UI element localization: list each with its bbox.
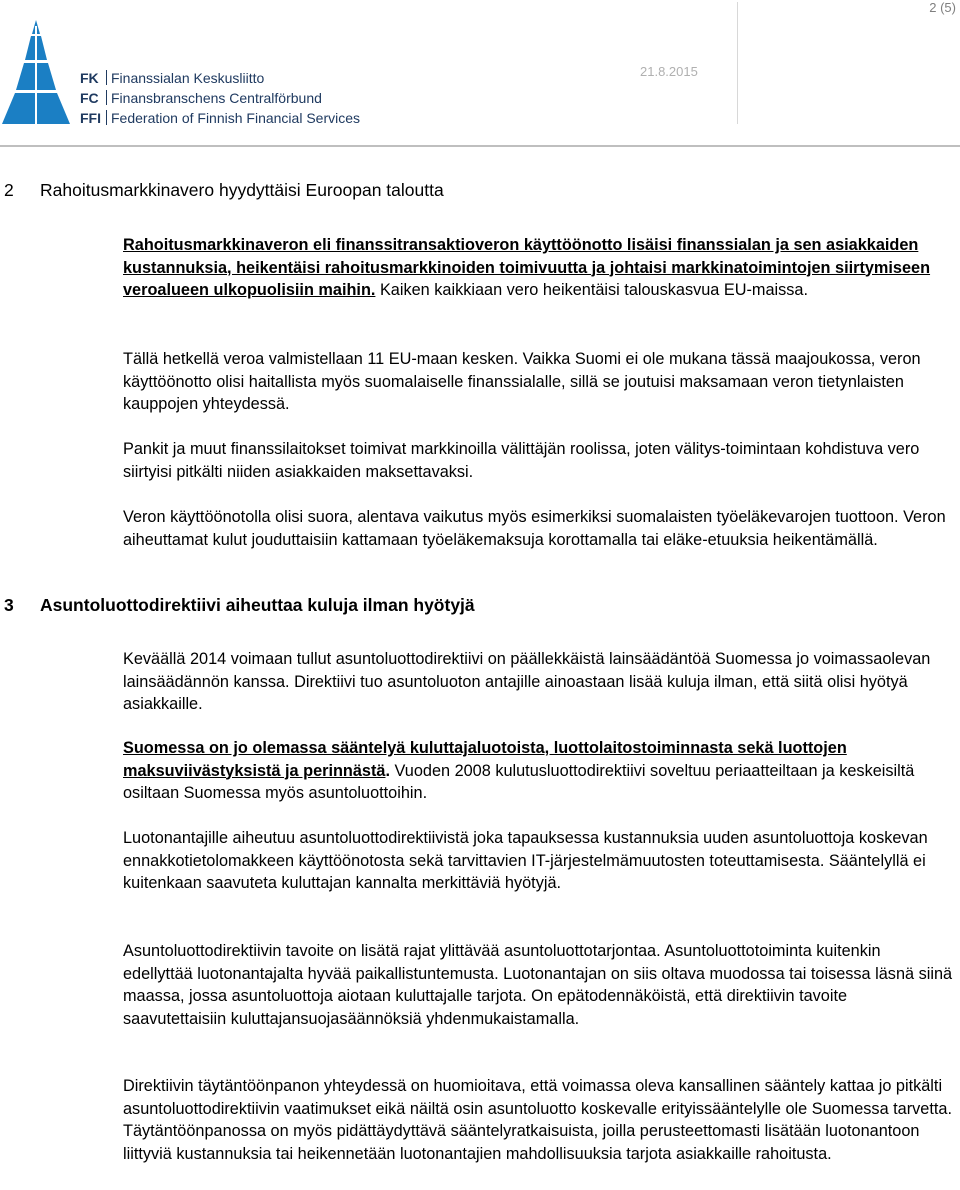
header-rule <box>0 145 960 147</box>
paragraph: Veron käyttöönotolla olisi suora, alentava vaikutus myös esimerkiksi suomalaisten työeläkevarojen tuottoon. Veron aiheuttamat kulut jouduttaisiin kattamaan työeläkemaksuja korottamalla tai eläke-etuuksia heikentämällä. <box>123 508 946 549</box>
section-number: 3 <box>4 595 14 615</box>
paragraph: Keväällä 2014 voimaan tullut asuntoluottodirektiivi on päällekkäistä lainsäädäntöä Suomessa jo voimassaolevan lainsäädännön kanssa. Direktiivi tuo asuntoluoton antajille ainoastaan lisää kuluja ilman, että siitä olisi hyötyä asiakkaille. <box>123 650 931 713</box>
underlined-statement: Rahoitusmarkkinaveron eli finanssitransaktioveron käyttöönotto lisäisi finanssialan ja sen asiakkaiden kustannuksia, heikentäisi rahoitusmarkkinoiden toimivuutta ja johtaisi markkinatoimintojen siirtymiseen veroalueen ulkopuolisiin maihin. <box>123 236 931 299</box>
org-name-ffi: FFI Federation of Finnish Financial Services <box>80 110 361 126</box>
org-name-fk: FK Finanssialan Keskusliitto <box>80 70 265 86</box>
paragraph: Direktiivin täytäntöönpanon yhteydessä on huomioitava, että voimassa oleva kansallinen sääntely kattaa jo pitkälti asuntoluottodirektiivin vaatimukset eikä näiltä osin asuntoluotto koskevalle erityissääntelylle ole Suomessa tarvetta. Täytäntöönpanossa on myös pidättäydyttävä sääntelyratkaisuista, joilla perusteettomasti lisätään luotonantoon liittyviä kustannuksia tai heikennetään luotonantajien mahdollisuuksia tarjota asiakkaille rahoitusta. <box>123 1077 952 1163</box>
document-date: 21.8.2015 <box>640 64 698 79</box>
paragraph: Luotonantajille aiheutuu asuntoluottodirektiivistä joka tapauksessa kustannuksia uuden asuntoluottoja koskevan ennakkotietolomakkeen käyttöönotosta sekä tarvittavien IT-järjestelmämuutosten toteuttamisesta. Sääntelyllä ei kuitenkaan saavuteta kuluttajan kannalta merkittäviä hyötyjä. <box>123 829 928 892</box>
organization-names <box>80 68 360 128</box>
paragraph: Suomessa on jo olemassa sääntelyä kuluttajaluotoista, luottolaitostoiminnasta sekä luottojen maksuviivästyksistä ja perinnästä. Vuoden 2008 kulutusluottodirektiivi soveltuu periaatteiltaan ja keskeisiltä osiltaan Suomessa myös asuntoluottoihin. <box>123 739 915 802</box>
fk-logo-icon <box>0 20 72 124</box>
header-divider <box>737 2 738 124</box>
paragraph: Tällä hetkellä veroa valmistellaan 11 EU-maan kesken. Vaikka Suomi ei ole mukana tässä maajoukossa, veron käyttöönotto olisi haitallista myös suomalaiselle finanssialalle, sillä se joutuisi maksamaan veron tietynlaisten kauppojen yhteydessä. <box>123 350 921 413</box>
page-number: 2 (5) <box>929 0 956 15</box>
paragraph: Asuntoluottodirektiivin tavoite on lisätä rajat ylittävää asuntoluottotarjontaa. Asuntoluottotoiminta kuitenkin edellyttää luotonantajalta hyvää paikallistuntemusta. Luotonantajan on siis oltava muodossa tai toisessa läsnä siinä maassa, jossa asuntoluottoja aiotaan kuluttajalle tarjota. On epätodennäköistä, että direktiivin tavoite saavutettaisiin kuluttajansuojasäännöksiä yhdenmukaistamalla. <box>123 942 953 1028</box>
section-title: Rahoitusmarkkinavero hyydyttäisi Euroopan taloutta <box>40 180 444 200</box>
section-title: Asuntoluottodirektiivi aiheuttaa kuluja ilman hyötyjä <box>40 595 475 615</box>
org-name-fc: FC Finansbranschens Centralförbund <box>80 90 322 106</box>
paragraph: Rahoitusmarkkinaveron eli finanssitransaktioveron käyttöönotto lisäisi finanssialan ja sen asiakkaiden kustannuksia, heikentäisi rahoitusmarkkinoiden toimivuutta ja johtaisi markkinatoimintojen siirtymiseen veroalueen ulkopuolisiin maihin. Kaiken kaikkiaan vero heikentäisi talouskasvua EU-maissa. <box>123 236 931 299</box>
section-number: 2 <box>4 180 14 200</box>
underlined-statement: Suomessa on jo olemassa sääntelyä kuluttajaluotoista, luottolaitostoiminnasta sekä luottojen maksuviivästyksistä ja perinnästä <box>123 739 847 780</box>
paragraph: Pankit ja muut finanssilaitokset toimivat markkinoilla välittäjän roolissa, joten välitys-toimintaan kohdistuva vero siirtyisi pitkälti niiden asiakkaiden maksettavaksi. <box>123 440 920 481</box>
